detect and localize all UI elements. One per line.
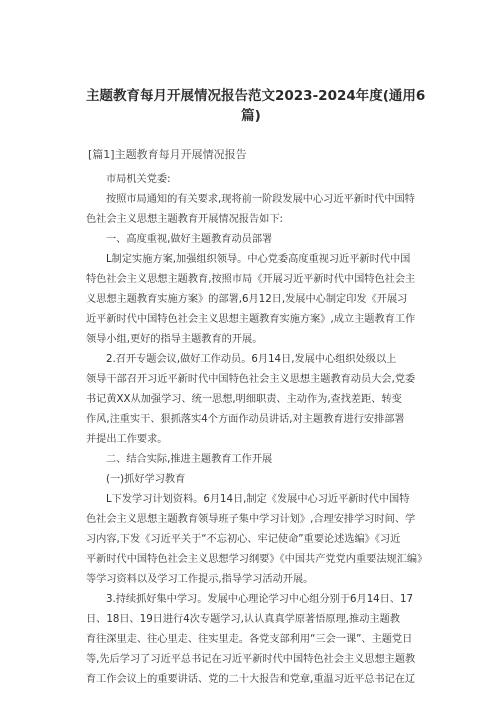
paragraph-line: 书记黄XX从加强学习、统一思想,明细职责、主动作为,查找差距、转变 bbox=[86, 394, 402, 405]
paragraph-line: 二、结合实际,推进主题教育工作开展 bbox=[106, 454, 273, 465]
paragraph-line: 义思想主题教育实施方案》的部署,6月12日,发展中心制定印发《开展习 bbox=[86, 294, 408, 305]
paragraph-line: 等学习资料以及学习工作提示,指导学习活动开展。 bbox=[86, 574, 314, 585]
paragraph-line: 育往深里走、往心里走、往实里走。各党支部利用“三会一课”、主题党日 bbox=[86, 634, 413, 645]
paragraph-line: 按照市局通知的有关要求,现将前一阶段发展中心习近平新时代中国特 bbox=[106, 194, 415, 205]
paragraph-line: 色社会主义思想主题教育开展情况报告如下: bbox=[86, 214, 283, 225]
section-heading: [篇1]主题教育每月开展情况报告 bbox=[88, 148, 247, 161]
paragraph-line: L下发学习计划资料。6月14日,制定《发展中心习近平新时代中国特 bbox=[106, 494, 410, 505]
paragraph-line: 一、高度重视,做好主题教育动员部署 bbox=[106, 234, 273, 245]
paragraph-line: 并提出工作要求。 bbox=[86, 434, 168, 445]
paragraph-line: 领导干部召开习近平新时代中国特色社会主义思想主题教育动员大会,党委 bbox=[86, 374, 416, 385]
paragraph-line: (一)抓好学习教育 bbox=[106, 474, 186, 485]
paragraph-line: 领导小组,更好的指导主题教育的开展。 bbox=[86, 334, 263, 345]
paragraph-line: 特色社会主义思想主题教育,按照市局《开展习近平新时代中国特色社会主 bbox=[86, 274, 416, 285]
title-line-1: 主题教育每月开展情况报告范文2023-2024年度(通用6 bbox=[86, 88, 426, 104]
paragraph-line: 近平新时代中国特色社会主义思想主题教育实施方案》,成立主题教育工作 bbox=[86, 314, 416, 325]
paragraph-line: 习内容,下发《习近平关于“不忘初心、牢记使命”重要论述选编》《习近 bbox=[86, 534, 401, 545]
paragraph-line: 2.召开专题会议,做好工作动员。6月14日,发展中心组织处级以上 bbox=[106, 354, 397, 365]
paragraph-line: 色社会主义思想主题教育领导班子集中学习计划》,合理安排学习时间、学 bbox=[86, 514, 416, 525]
paragraph-line: 育工作会议上的重要讲话、党的二十大报告和党章,重温习近平总书记在辽 bbox=[86, 674, 416, 685]
paragraph-line: 日、18日、19日进行4次专题学习,认认真真学原著悟原理,推动主题教 bbox=[86, 614, 400, 625]
document-title bbox=[86, 86, 426, 126]
paragraph-line: 3.持续抓好集中学习。发展中心理论学习中心组分别于6月14日、17 bbox=[106, 594, 414, 605]
paragraph-line: 平新时代中国特色社会主义思想学习纲要》《中国共产党党内重要法规汇编》 bbox=[86, 554, 428, 565]
paragraph-line: 等,先后学习了习近平总书记在习近平新时代中国特色社会主义思想主题教 bbox=[86, 654, 416, 665]
paragraph-line: 市局机关党委: bbox=[106, 174, 171, 185]
paragraph-line: L制定实施方案,加强组织领导。中心党委高度重视习近平新时代中国 bbox=[106, 254, 411, 265]
paragraph-line: 作风,注重实干、狠抓落实4个方面作动员讲话,对主题教育进行安排部署 bbox=[86, 414, 405, 425]
title-line-2: 篇) bbox=[241, 108, 261, 124]
